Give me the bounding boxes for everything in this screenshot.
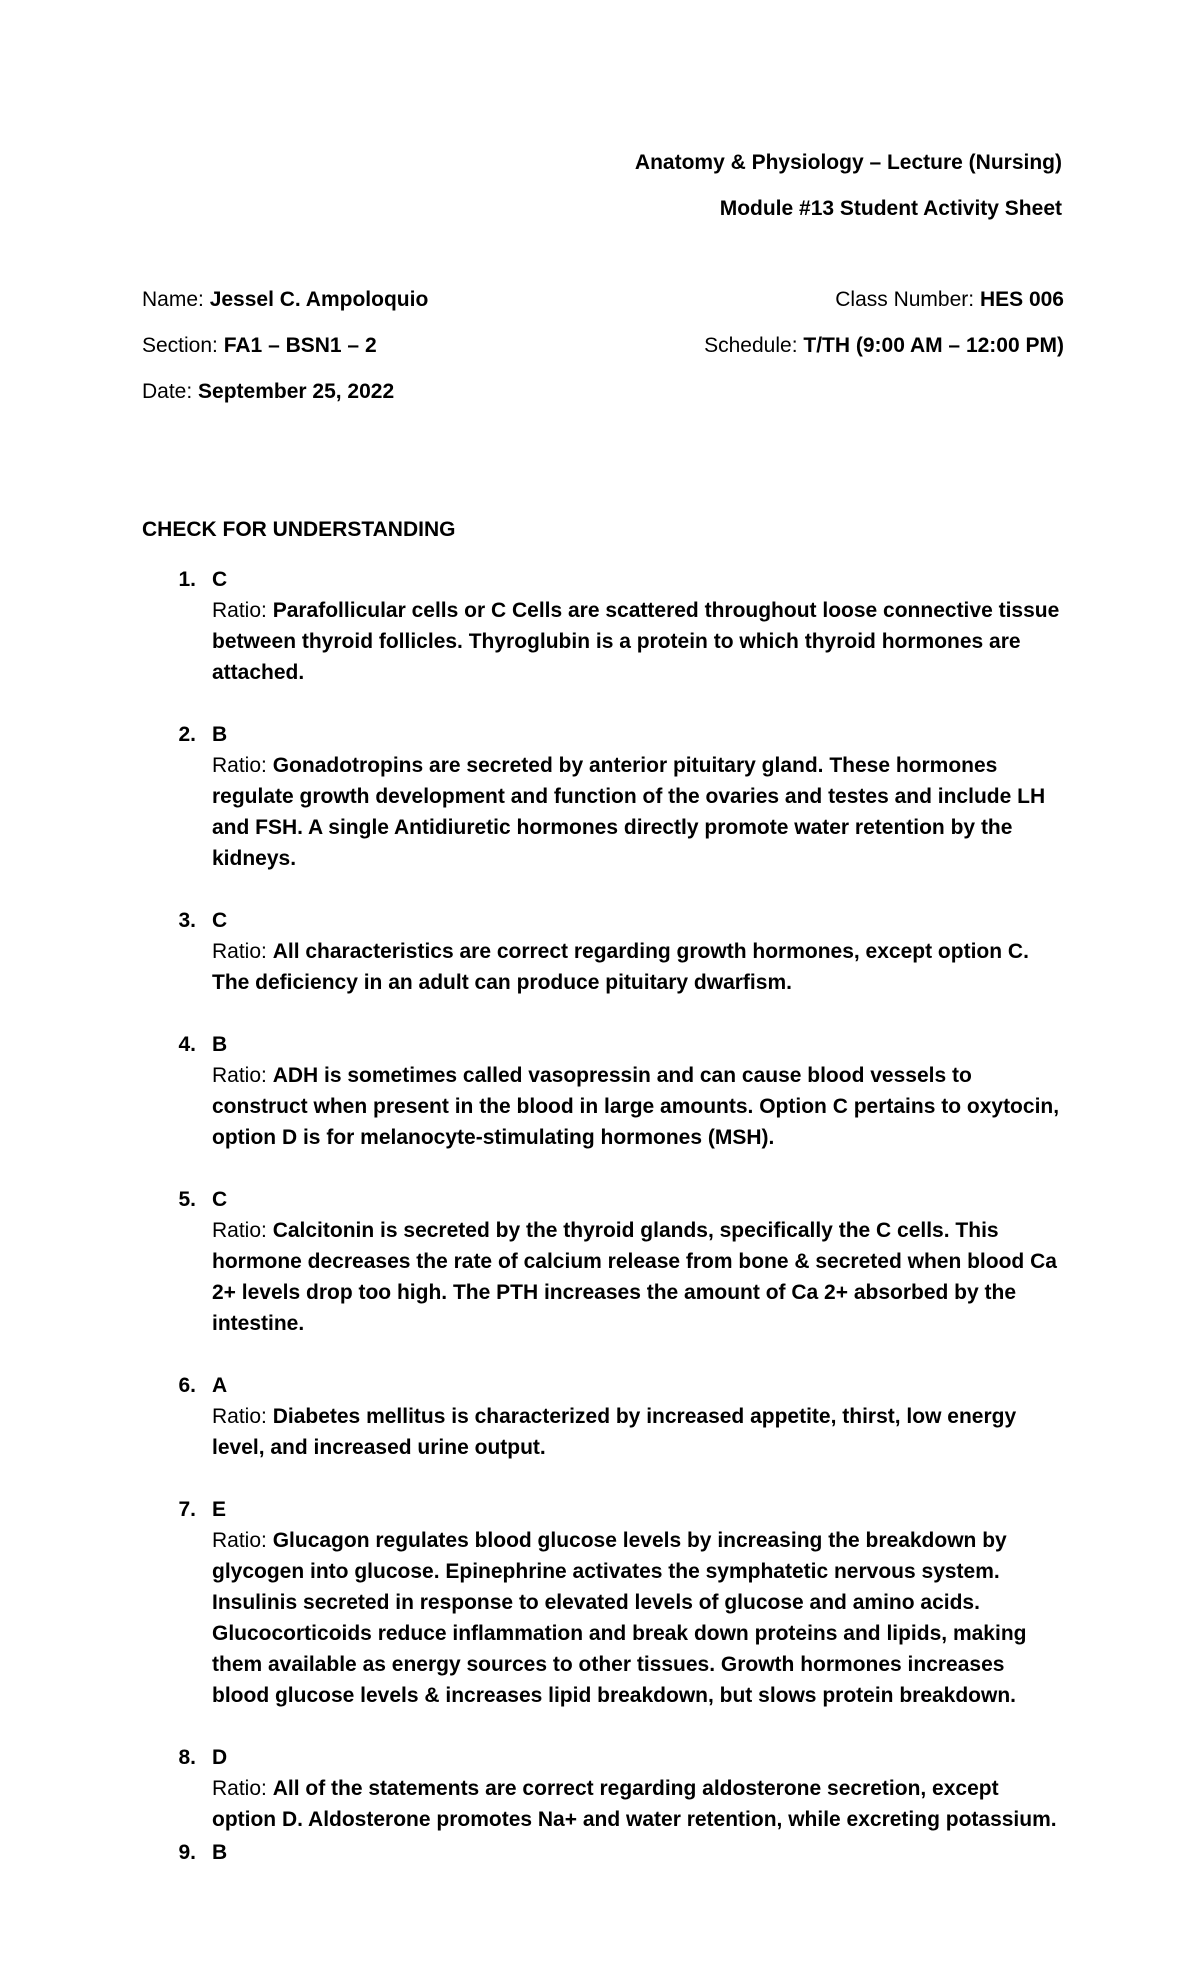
question-number: 9.: [178, 1841, 196, 1864]
ratio-text: [212, 595, 1064, 688]
ratio-text: [212, 1060, 1064, 1153]
question-item: [142, 1029, 1064, 1153]
answer-letter: D: [212, 1746, 228, 1769]
question-item: [142, 1742, 1064, 1835]
ratio-explanation: ADH is sometimes called vasopressin and can cause blood vessels to construct when present in the blood in large amounts. Option C pertains to oxytocin, option D is for melanocyte-stimulating hormones (MSH).: [212, 1064, 1060, 1149]
question-number: 2.: [178, 723, 196, 746]
question-number: 8.: [178, 1746, 196, 1769]
ratio-label: Ratio:: [212, 599, 273, 622]
ratio-explanation: Calcitonin is secreted by the thyroid glands, specifically the C cells. This hormone decreases the rate of calcium release from bone & secreted when blood Ca 2+ levels drop too high. The PTH increases the amount of Ca 2+ absorbed by the intestine.: [212, 1219, 1057, 1335]
section-value: FA1 – BSN1 – 2: [223, 334, 377, 357]
ratio-explanation: Parafollicular cells or C Cells are scattered throughout loose connective tissue between thyroid follicles. Thyroglubin is a protein to which thyroid hormones are attached.: [212, 599, 1060, 684]
answer-letter: B: [212, 723, 228, 746]
name-value: Jessel C. Ampoloquio: [209, 288, 429, 311]
question-number: 6.: [178, 1374, 196, 1397]
answer-letter: C: [212, 1188, 228, 1211]
section-field: [142, 326, 377, 372]
ratio-label: Ratio:: [212, 1064, 273, 1087]
question-number: 4.: [178, 1033, 196, 1056]
question-item: [142, 719, 1064, 874]
section-title: CHECK FOR UNDERSTANDING: [142, 518, 456, 541]
question-item: [142, 1184, 1064, 1339]
question-number: 7.: [178, 1498, 196, 1521]
module-title: Module #13 Student Activity Sheet: [719, 197, 1062, 220]
ratio-label: Ratio:: [212, 754, 273, 777]
ratio-label: Ratio:: [212, 1405, 273, 1428]
ratio-label: Ratio:: [212, 1777, 273, 1800]
ratio-explanation: Glucagon regulates blood glucose levels by increasing the breakdown by glycogen into glucose. Epinephrine activates the symphatetic nervous system. Insulinis secreted in response to elevated levels of glucose and amino acids. Glucocorticoids reduce inflammation and break down proteins and lipids, making them available as energy sources to other tissues. Growth hormones increases blood glucose levels & increases lipid breakdown, but slows protein breakdown.: [212, 1529, 1027, 1707]
ratio-explanation: All characteristics are correct regarding growth hormones, except option C. The deficiency in an adult can produce pituitary dwarfism.: [212, 940, 1029, 994]
ratio-text: [212, 1525, 1064, 1711]
question-number: 3.: [178, 909, 196, 932]
ratio-text: [212, 1215, 1064, 1339]
answer-letter: C: [212, 909, 228, 932]
question-number: 5.: [178, 1188, 196, 1211]
ratio-text: [212, 1773, 1064, 1835]
class-number-value: HES 006: [979, 288, 1064, 311]
class-number-label: Class Number:: [835, 288, 980, 311]
question-list: [142, 564, 1064, 1868]
info-row: [142, 326, 1064, 372]
ratio-text: [212, 936, 1064, 998]
section-label: Section:: [142, 334, 224, 357]
schedule-value: T/TH (9:00 AM – 12:00 PM): [803, 334, 1064, 357]
schedule-label: Schedule:: [704, 334, 804, 357]
answer-letter: B: [212, 1033, 228, 1056]
question-number: 1.: [178, 568, 196, 591]
ratio-text: [212, 750, 1064, 874]
name-label: Name:: [142, 288, 210, 311]
document-header: [635, 140, 1062, 232]
ratio-label: Ratio:: [212, 940, 273, 963]
ratio-text: [212, 1401, 1064, 1463]
ratio-label: Ratio:: [212, 1219, 273, 1242]
ratio-explanation: Diabetes mellitus is characterized by increased appetite, thirst, low energy level, and increased urine output.: [212, 1405, 1017, 1459]
ratio-explanation: All of the statements are correct regarding aldosterone secretion, except option D. Aldosterone promotes Na+ and water retention, while excreting potassium.: [212, 1777, 1057, 1831]
date-field: [142, 372, 394, 418]
info-row: [142, 280, 1064, 326]
question-item: [142, 905, 1064, 998]
answer-letter: B: [212, 1841, 228, 1864]
schedule-field: [704, 326, 1064, 372]
student-info: [142, 280, 1064, 418]
answer-letter: C: [212, 568, 228, 591]
date-label: Date:: [142, 380, 199, 403]
ratio-explanation: Gonadotropins are secreted by anterior pituitary gland. These hormones regulate growth development and function of the ovaries and testes and include LH and FSH. A single Antidiuretic hormones directly promote water retention by the kidneys.: [212, 754, 1046, 870]
ratio-label: Ratio:: [212, 1529, 273, 1552]
question-item: [142, 1837, 1064, 1868]
answer-letter: A: [212, 1374, 228, 1397]
name-field: [142, 280, 428, 326]
class-number-field: [835, 280, 1064, 326]
info-row: [142, 372, 1064, 418]
question-item: [142, 1494, 1064, 1711]
question-item: [142, 564, 1064, 688]
course-title: Anatomy & Physiology – Lecture (Nursing): [634, 151, 1062, 174]
question-item: [142, 1370, 1064, 1463]
date-value: September 25, 2022: [198, 380, 395, 403]
answer-letter: E: [212, 1498, 227, 1521]
